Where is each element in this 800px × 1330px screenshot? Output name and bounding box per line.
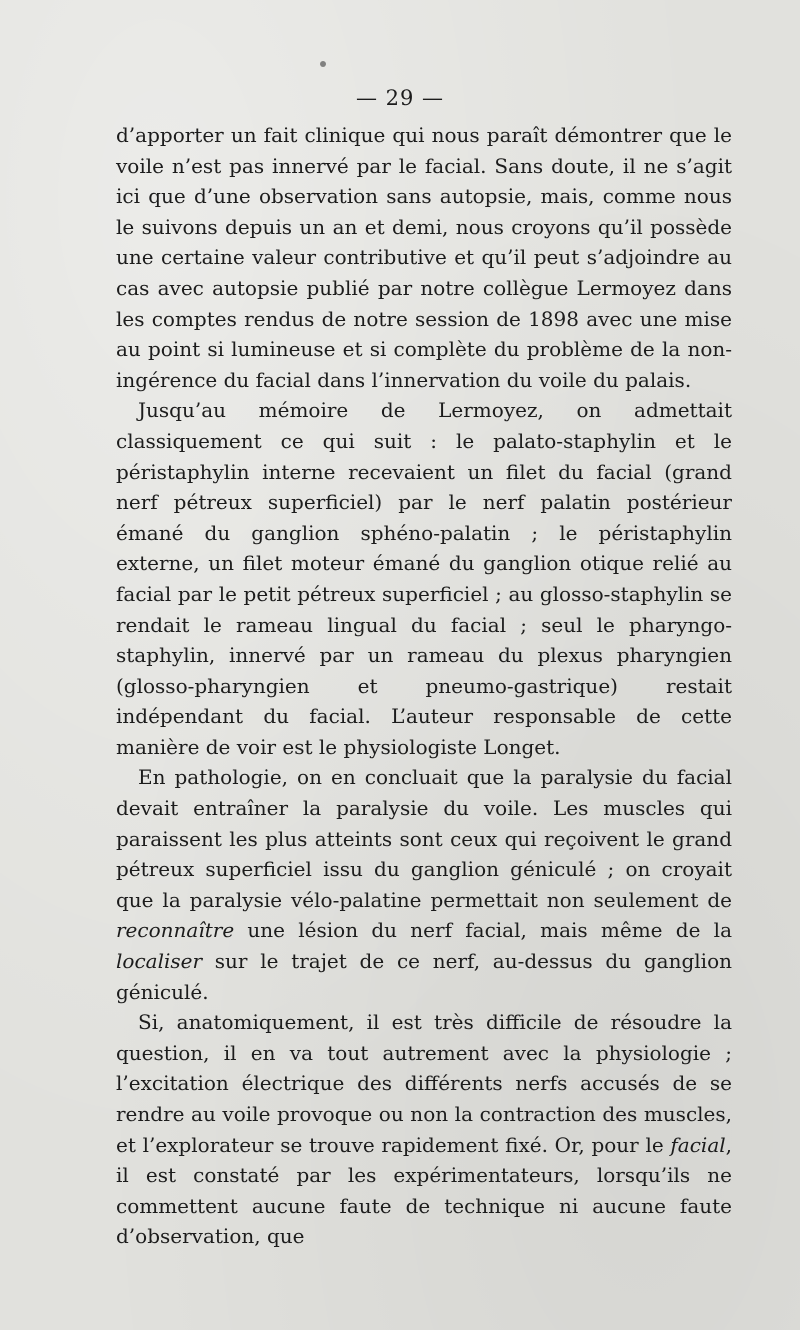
body-text xyxy=(116,120,732,1252)
ink-speck xyxy=(320,61,326,67)
paragraph xyxy=(116,395,732,762)
italic-text: reconnaître xyxy=(116,918,235,943)
text-run: En pathologie, on en concluait que la paralysie du facial devait entraîner la paralysie du voile. Les muscles qui paraissent les plus atteints sont ceux qui reçoivent le grand pétreux superficiel issu du ganglion géniculé ; on croyait que la paralysie vélo-palatine permettait non seulement de xyxy=(116,765,732,912)
paragraph xyxy=(116,120,732,395)
text-run: une lésion du nerf facial, mais même de la xyxy=(234,918,732,943)
text-run: Si, anatomiquement, il est très difficile de résoudre la question, il en va tout autrement avec la physiologie ; l’excitation électrique des différents nerfs accusés de se rendre au voile provoque ou non la contraction des muscles, et l’explorateur se trouve rapidement fixé. Or, pour le xyxy=(116,1010,732,1157)
text-run: Jusqu’au mémoire de Lermoyez, on admettait classiquement ce qui suit : le palato-staphylin et le péristaphylin interne recevaient un filet du facial (grand nerf pétreux superficiel) par le nerf palatin postérieur émané du ganglion sphéno-palatin ; le péristaphylin externe, un filet moteur émané du ganglion otique relié au facial par le petit pétreux superficiel ; au glosso-staphylin se rendait le rameau lingual du facial ; seul le pharyngo-staphylin, innervé par un rameau du plexus pharyngien (glosso-pharyngien et pneumo-gastrique) restait indépendant du facial. L’auteur responsable de cette manière de voir est le physiologiste Longet. xyxy=(116,398,732,759)
text-run: sur le trajet de ce nerf, au-dessus du ganglion géniculé. xyxy=(116,949,732,1004)
text-run: d’apporter un fait clinique qui nous paraît démontrer que le voile n’est pas innervé par le facial. Sans doute, il ne s’agit ici que d’une observation sans autopsie, mais, comme nous le suivons depuis un an et demi, nous croyons qu’il possède une certaine valeur contributive et qu’il peut s’adjoindre au cas avec autopsie publié par notre collègue Lermoyez dans les comptes rendus de notre session de 1898 avec une mise au point si lumineuse et si complète du problème de la non-ingérence du facial dans l’innervation du voile du palais. xyxy=(116,123,732,392)
text-run: , il est constaté par les expérimentateurs, lorsqu’ils ne commettent aucune faute de technique ni aucune faute d’observation, que xyxy=(116,1132,732,1249)
paragraph xyxy=(116,1007,732,1252)
paragraph xyxy=(116,762,732,1007)
page-number: — 29 — xyxy=(355,86,445,110)
italic-text: facial xyxy=(670,1132,726,1157)
italic-text: localiser xyxy=(116,949,203,974)
